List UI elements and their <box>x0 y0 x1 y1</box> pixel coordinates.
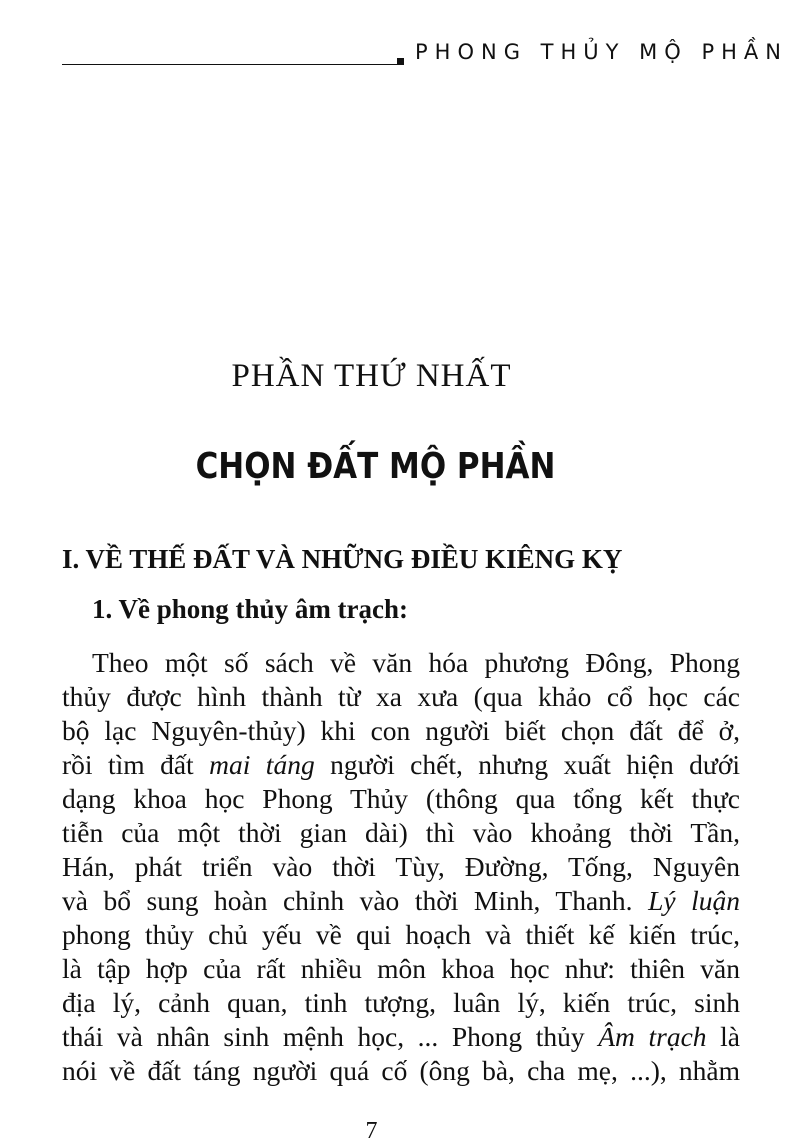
body-line <box>62 952 740 986</box>
text-run: địa lý, cảnh quan, tinh tượng, luân lý, kiến trúc, sinh <box>62 987 740 1018</box>
body-line <box>62 816 740 850</box>
body-line <box>62 1020 740 1054</box>
text-run: nói về đất táng người quá cố (ông bà, cha mẹ, ...), nhằm <box>62 1055 740 1086</box>
body-line <box>62 850 740 884</box>
text-run: rồi tìm đất <box>62 749 210 780</box>
text-run: Theo một số sách về văn hóa phương Đông, Phong <box>92 647 740 678</box>
body-paragraph <box>62 646 740 1088</box>
text-run: thủy được hình thành từ xa xưa (qua khảo cổ học các <box>62 681 740 712</box>
text-run: là tập hợp của rất nhiều môn khoa học như: thiên văn <box>62 953 740 984</box>
text-run: bộ lạc Nguyên-thủy) khi con người biết chọn đất để ở, <box>62 715 740 746</box>
body-line <box>62 884 740 918</box>
text-run: phong thủy chủ yếu về qui hoạch và thiết kế kiến trúc, <box>62 919 740 950</box>
header-rule <box>62 64 397 65</box>
body-line <box>62 680 740 714</box>
text-run: và bổ sung hoàn chỉnh vào thời Minh, Thanh. <box>62 885 649 916</box>
header-bullet <box>397 58 404 65</box>
body-line <box>62 1054 740 1088</box>
body-line <box>62 918 740 952</box>
italic-term: Âm trạch <box>598 1021 707 1052</box>
chapter-title: CHỌN ĐẤT MỘ PHẦN <box>195 446 556 487</box>
text-run: người chết, nhưng xuất hiện dưới <box>314 749 740 780</box>
body-line <box>62 714 740 748</box>
body-line <box>62 782 740 816</box>
text-run: là <box>706 1021 740 1052</box>
text-run: tiễn của một thời gian dài) thì vào khoảng thời Tần, <box>62 817 740 848</box>
italic-term: Lý luận <box>648 885 740 916</box>
italic-term: mai táng <box>209 749 315 780</box>
text-run: dạng khoa học Phong Thủy (thông qua tổng kết thực <box>62 783 740 814</box>
body-line <box>62 646 740 680</box>
text-run: Hán, phát triển vào thời Tùy, Đường, Tống, Nguyên <box>62 851 740 882</box>
section-heading: I. VỀ THẾ ĐẤT VÀ NHỮNG ĐIỀU KIÊNG KỴ <box>62 544 623 574</box>
part-label: PHẦN THỨ NHẤT <box>231 358 512 394</box>
subsection-heading: 1. Về phong thủy âm trạch: <box>92 594 409 624</box>
text-run: thái và nhân sinh mệnh học, ... Phong thủy <box>62 1021 599 1052</box>
body-line <box>62 748 740 782</box>
body-line <box>62 986 740 1020</box>
running-header-title: PHONG THỦY MỘ PHẦN <box>415 40 788 64</box>
page-number: 7 <box>365 1118 378 1144</box>
